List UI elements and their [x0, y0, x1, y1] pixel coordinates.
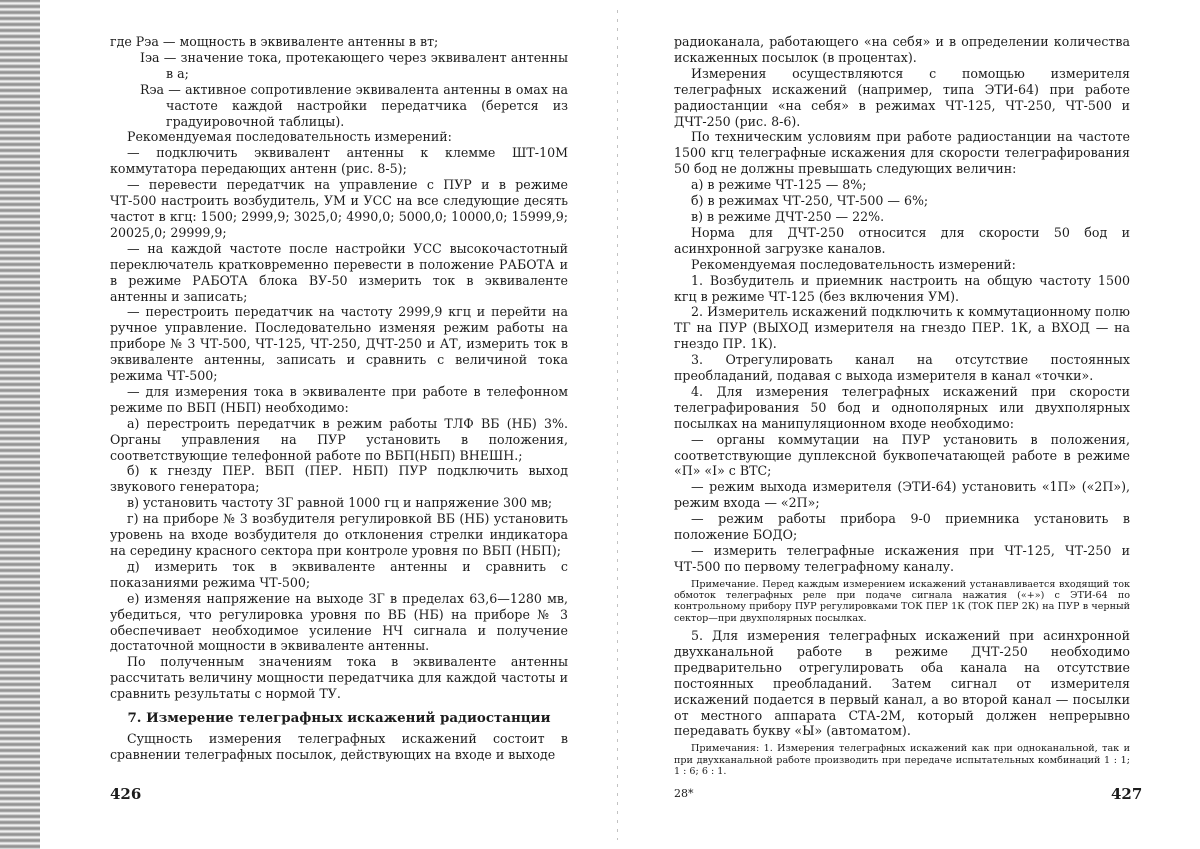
paragraph: а) перестроить передатчик в режим работы ТЛФ ВБ (НБ) 3%. Органы управления на ПУР установить в положения, соответствующие телефонной работе по ВБП(НБП) ВНЕШН.; [110, 415, 568, 463]
paragraph: г) на приборе № 3 возбудителя регулировкой ВБ (НБ) установить уровень на входе возбудителя до отклонения стрелки индикатора на середину красного сектора при контроле уровня по ВБП (НБП); [110, 511, 568, 558]
page-gutter [617, 10, 618, 840]
paragraph: Rэа — активное сопротивление эквивалента антенны в омах на частоте каждой настройки передатчика (берется из градуировочной таблицы). [140, 81, 568, 129]
section-title: 7. Измерение телеграфных искажений радиостанции [127, 710, 551, 727]
paragraph: 3. Отрегулировать канал на отсутствие постоянных преобладаний, подавая с выхода измерителя в канал «точки». [674, 352, 1130, 384]
footnote: Примечания: 1. Измерения телеграфных искажений как при одноканальной, так и при двухканальной работе производить при передаче испытательных комбинаций 1 : 1; 1 : 6; 6 : 1. [674, 743, 1130, 777]
paragraph: Сущность измерения телеграфных искажений состоит в сравнении телеграфных посылок, действующих на входе и выходе [110, 730, 568, 762]
paragraph: Рекомендуемая последовательность измерений: [691, 256, 1016, 272]
page-number-left: 426 [110, 785, 142, 803]
paragraph: — перевести передатчик на управление с ПУР и в режиме ЧТ-500 настроить возбудитель, УМ и УСС на все следующие десять частот в кгц: 1500; 2999,9; 3025,0; 4990,0; 5000,0; 10000,0; 15999,9; 20025,0; 29999,9; [110, 177, 568, 240]
paragraph: — режим выхода измерителя (ЭТИ-64) установить «1П» («2П»), режим входа — «2П»; [674, 479, 1130, 511]
paragraph: радиоканала, работающего «на себя» и в определении количества искаженных посылок (в процентах). [674, 34, 1130, 65]
paragraph: По полученным значениям тока в эквиваленте антенны рассчитать величину мощности передатчика для каждой частоты и сравнить результаты с нормой ТУ. [110, 654, 568, 702]
paragraph: — измерить телеграфные искажения при ЧТ-125, ЧТ-250 и ЧТ-500 по первому телеграфному каналу. [674, 543, 1130, 574]
paragraph: Измерения осуществляются с помощью измерителя телеграфных искажений (например, типа ЭТИ-64) при работе радиостанции «на себя» в режимах ЧТ-125, ЧТ-250, ЧТ-500 и ДЧТ-250 (рис. 8-6). [674, 65, 1130, 129]
paragraph: — на каждой частоте после настройки УСС высокочастотный переключатель кратковременно перевести в положение РАБОТА и в режиме РАБОТА блока ВУ-50 измерить ток в эквиваленте антенны и записать; [110, 240, 568, 304]
right-page [674, 34, 1130, 781]
paragraph: 2. Измеритель искажений подключить к коммутационному полю ТГ на ПУР (ВЫХОД измерителя на гнездо ПЕР. 1К, а ВХОД — на гнездо ПР. 1К). [674, 304, 1130, 352]
printer-signature: 28* [674, 787, 694, 800]
paragraph: Рекомендуемая последовательность измерений: [127, 129, 452, 145]
paragraph: где Pэа — мощность в эквиваленте антенны в вт; [110, 34, 439, 49]
paragraph: — для измерения тока в эквиваленте при работе в телефонном режиме по ВБП (НБП) необходимо: [110, 383, 568, 415]
paragraph: Iэа — значение тока, протекающего через эквивалент антенны в а; [140, 49, 568, 81]
page-number-right: 427 [1111, 785, 1143, 803]
footnote: Примечание. Перед каждым измерением искажений устанавливается входящий ток обмоток телеграфных реле при подаче сигнала нажатия («+») с ЭТИ-64 по контрольному прибору ПУР регулировками ТОК ПЕР 1К (ТОК ПЕР 2К) на ПУР в черный сектор—при двухполярных посылках. [674, 578, 1130, 624]
paragraph: Норма для ДЧТ-250 относится для скорости 50 бод и асинхронной загрузке каналов. [674, 224, 1130, 256]
paragraph: б) к гнезду ПЕР. ВБП (ПЕР. НБП) ПУР подключить выход звукового генератора; [110, 463, 568, 495]
paragraph: 1. Возбудитель и приемник настроить на общую частоту 1500 кгц в режиме ЧТ-125 (без включения УМ). [674, 272, 1130, 304]
paragraph: — подключить эквивалент антенны к клемме ШТ-10М коммутатора передающих антенн (рис. 8-5); [110, 145, 568, 177]
left-page [110, 34, 568, 763]
paragraph: 5. Для измерения телеграфных искажений при асинхронной двухканальной работе в режиме ДЧТ-250 необходимо предварительно отрегулировать оба канала на отсутствие постоянных преобладаний. Затем сигнал от измерителя искажений подается в первый канал, а во второй канал — посылки от местного аппарата СТА-2М, который должен непрерывно передавать букву «Ы» (автоматом). [674, 628, 1130, 739]
paragraph: в) в режиме ДЧТ-250 — 22%. [691, 208, 885, 224]
paragraph: — перестроить передатчик на частоту 2999,9 кгц и перейти на ручное управление. Последовательно изменяя режим работы на приборе № 3 ЧТ-500, ЧТ-125, ЧТ-250, ДЧТ-250 и АТ, измерить ток в эквиваленте антенны, записать и сравнить с величиной тока режима ЧТ-500; [110, 304, 568, 384]
book-binding-edge [0, 0, 40, 849]
paragraph: б) в режимах ЧТ-250, ЧТ-500 — 6%; [691, 193, 929, 209]
paragraph: д) измерить ток в эквиваленте антенны и сравнить с показаниями режима ЧТ-500; [110, 558, 568, 590]
paragraph: е) изменяя напряжение на выходе ЗГ в пределах 63,6—1280 мв, убедиться, что регулировка уровня по ВБ (НБ) на приборе № 3 обеспечивает необходимое усиление НЧ сигнала и получение достаточной мощности в эквиваленте антенны. [110, 590, 568, 654]
paragraph: в) установить частоту ЗГ равной 1000 гц и напряжение 300 мв; [127, 495, 553, 511]
paragraph: — режим работы прибора 9-0 приемника установить в положение БОДО; [674, 511, 1130, 543]
paragraph: — органы коммутации на ПУР установить в положения, соответствующие дуплексной буквопечатающей работе в режиме «П» «I» с ВТС; [674, 431, 1130, 479]
paragraph: а) в режиме ЧТ-125 — 8%; [691, 177, 867, 193]
paragraph: 4. Для измерения телеграфных искажений при скорости телеграфирования 50 бод и однополярных или двухполярных посылках на манипуляционном входе необходимо: [674, 383, 1130, 431]
paragraph: По техническим условиям при работе радиостанции на частоте 1500 кгц телеграфные искажения для скорости телеграфирования 50 бод не должны превышать следующих величин: [674, 129, 1130, 177]
